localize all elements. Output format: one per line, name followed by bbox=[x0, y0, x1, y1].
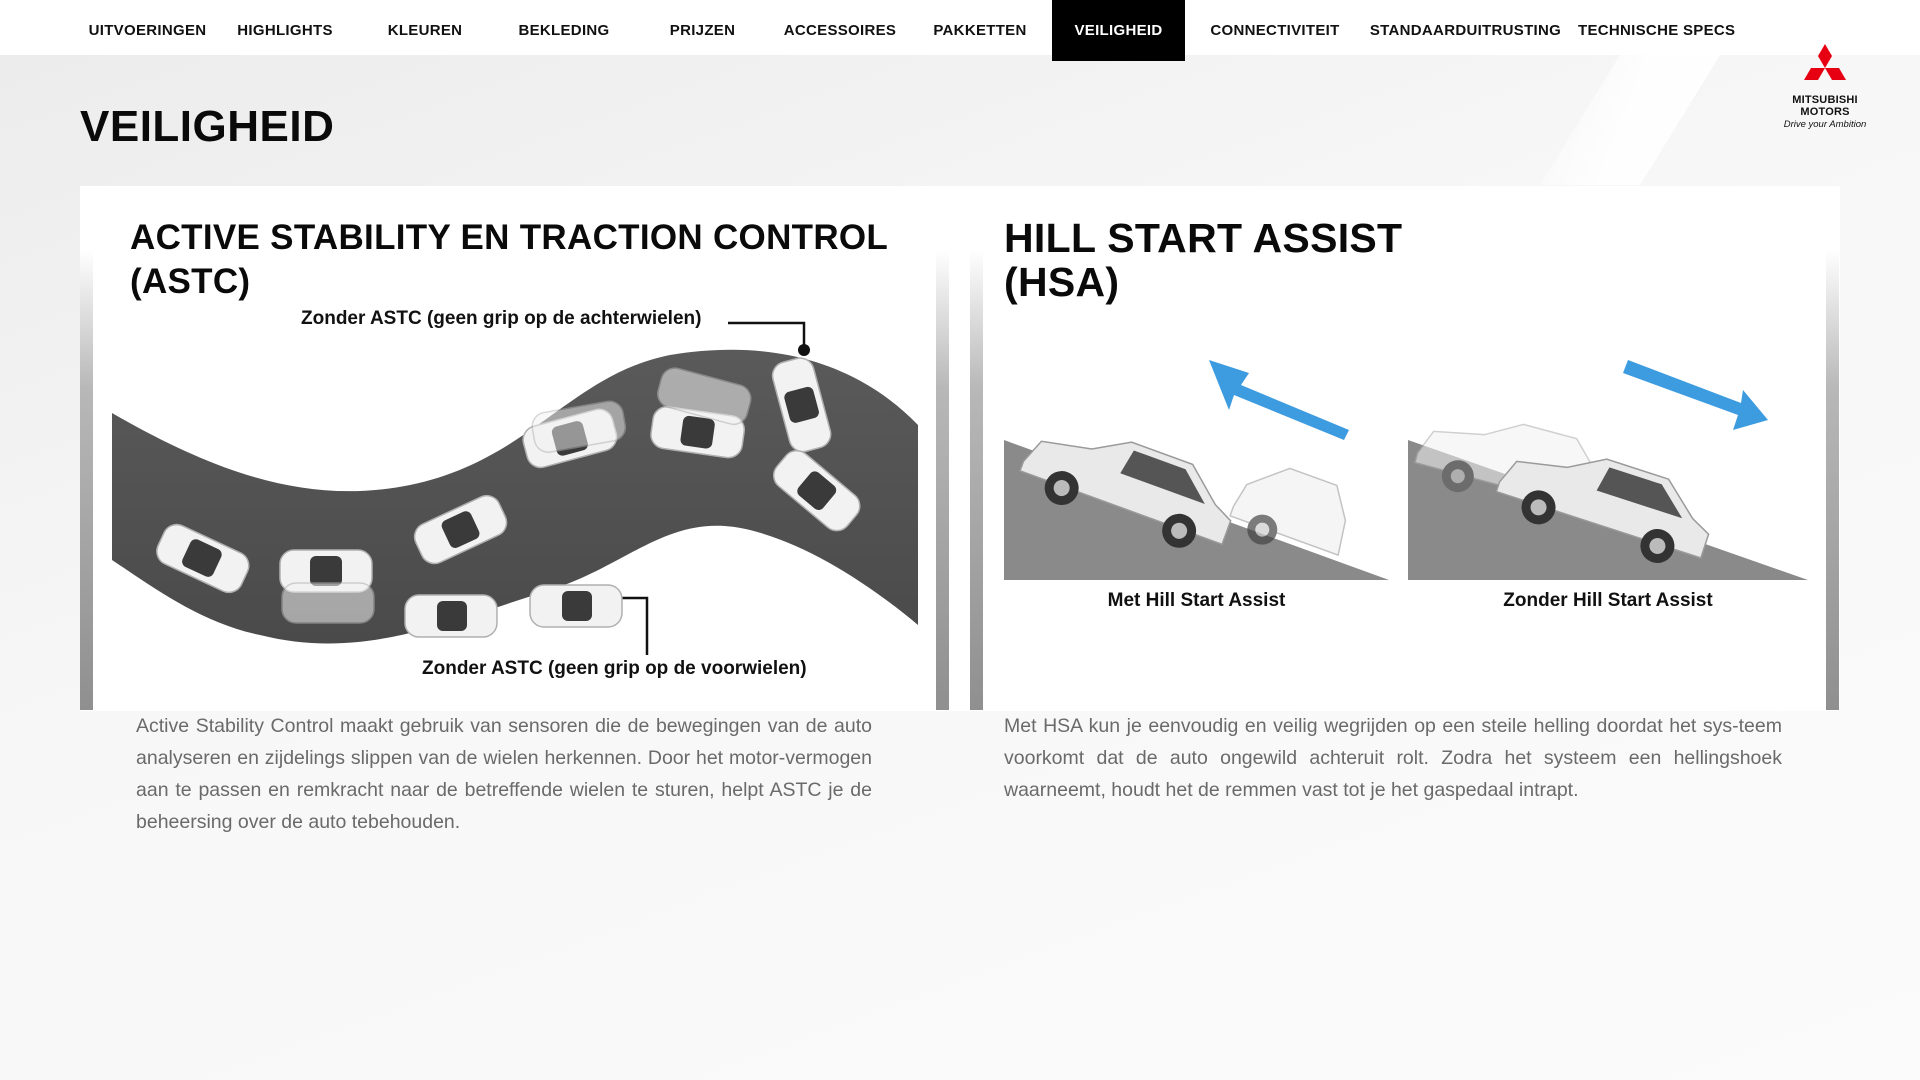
top-navigation bbox=[0, 0, 1920, 55]
car-icon bbox=[530, 585, 622, 627]
nav-item-uitvoeringen[interactable]: UITVOERINGEN bbox=[88, 22, 207, 39]
astc-title-line2: (ASTC) bbox=[130, 262, 251, 301]
hsa-without-illustration bbox=[1408, 355, 1808, 585]
center-divider-bar-left bbox=[936, 250, 949, 710]
hsa-title-line2: (HSA) bbox=[1004, 259, 1120, 305]
car-icon bbox=[282, 583, 374, 623]
astc-annotation-front: Zonder ASTC (geen grip op de voorwielen) bbox=[422, 658, 807, 679]
hsa-title-line1: HILL START ASSIST bbox=[1004, 215, 1403, 261]
nav-item-accessoires[interactable]: ACCESSOIRES bbox=[783, 22, 897, 39]
nav-item-technische-specs[interactable]: TECHNISCHE SPECS bbox=[1578, 22, 1736, 39]
hsa-caption-without: Zonder Hill Start Assist bbox=[1503, 590, 1713, 611]
astc-annotation-rear: Zonder ASTC (geen grip op de achterwielen) bbox=[301, 308, 702, 329]
astc-road-illustration bbox=[110, 335, 920, 655]
astc-title-line1: ACTIVE STABILITY EN TRACTION CONTROL bbox=[130, 218, 889, 257]
nav-item-veiligheid[interactable]: VEILIGHEID bbox=[1052, 0, 1185, 60]
nav-item-prijzen[interactable]: PRIJZEN bbox=[669, 22, 736, 39]
car-icon bbox=[405, 595, 497, 637]
page-title: VEILIGHEID bbox=[80, 102, 335, 151]
center-divider-bar-right bbox=[970, 250, 983, 710]
leader-dot-top bbox=[798, 344, 810, 356]
astc-title bbox=[130, 216, 888, 304]
mitsubishi-logo[interactable] bbox=[1770, 42, 1880, 142]
hsa-description: Met HSA kun je eenvoudig en veilig wegrijden op een steile helling doordat het sys-teem voorkomt dat de auto ongewild achteruit rolt. Zodra het systeem een hellingshoek waarneemt, houdt het de remmen vast tot je het gaspedaal intrapt. bbox=[1004, 715, 1782, 801]
arrow-forward-icon bbox=[1623, 360, 1768, 430]
nav-item-connectiviteit[interactable]: CONNECTIVITEIT bbox=[1210, 22, 1340, 39]
logo-brand-line2: MOTORS bbox=[1800, 106, 1850, 118]
right-edge-bar bbox=[1826, 250, 1839, 710]
three-diamonds-icon bbox=[1795, 42, 1855, 94]
hsa-caption-with: Met Hill Start Assist bbox=[1107, 590, 1286, 611]
arrow-back-icon bbox=[1209, 360, 1349, 440]
left-edge-bar bbox=[80, 250, 93, 710]
nav-item-bekleding[interactable]: BEKLEDING bbox=[518, 22, 610, 39]
nav-item-highlights[interactable]: HIGHLIGHTS bbox=[237, 22, 333, 39]
hsa-title bbox=[1004, 216, 1402, 304]
hsa-with-illustration bbox=[1004, 355, 1389, 585]
nav-item-pakketten[interactable]: PAKKETTEN bbox=[933, 22, 1027, 39]
logo-brand-line1: MITSUBISHI bbox=[1792, 94, 1858, 106]
nav-item-standaarduitrusting[interactable]: STANDAARDUITRUSTING bbox=[1369, 22, 1562, 39]
logo-tagline: Drive your Ambition bbox=[1783, 119, 1867, 130]
astc-description: Active Stability Control maakt gebruik van sensoren die de bewegingen van de auto analyseren en zijdelings slippen van de wielen herkennen. Door het motor-vermogen aan te passen en remkracht naar de betreffende wielen te sturen, helpt ASTC je de beheersing over de auto tebehouden. bbox=[136, 715, 872, 833]
nav-item-kleuren[interactable]: KLEUREN bbox=[387, 22, 463, 39]
